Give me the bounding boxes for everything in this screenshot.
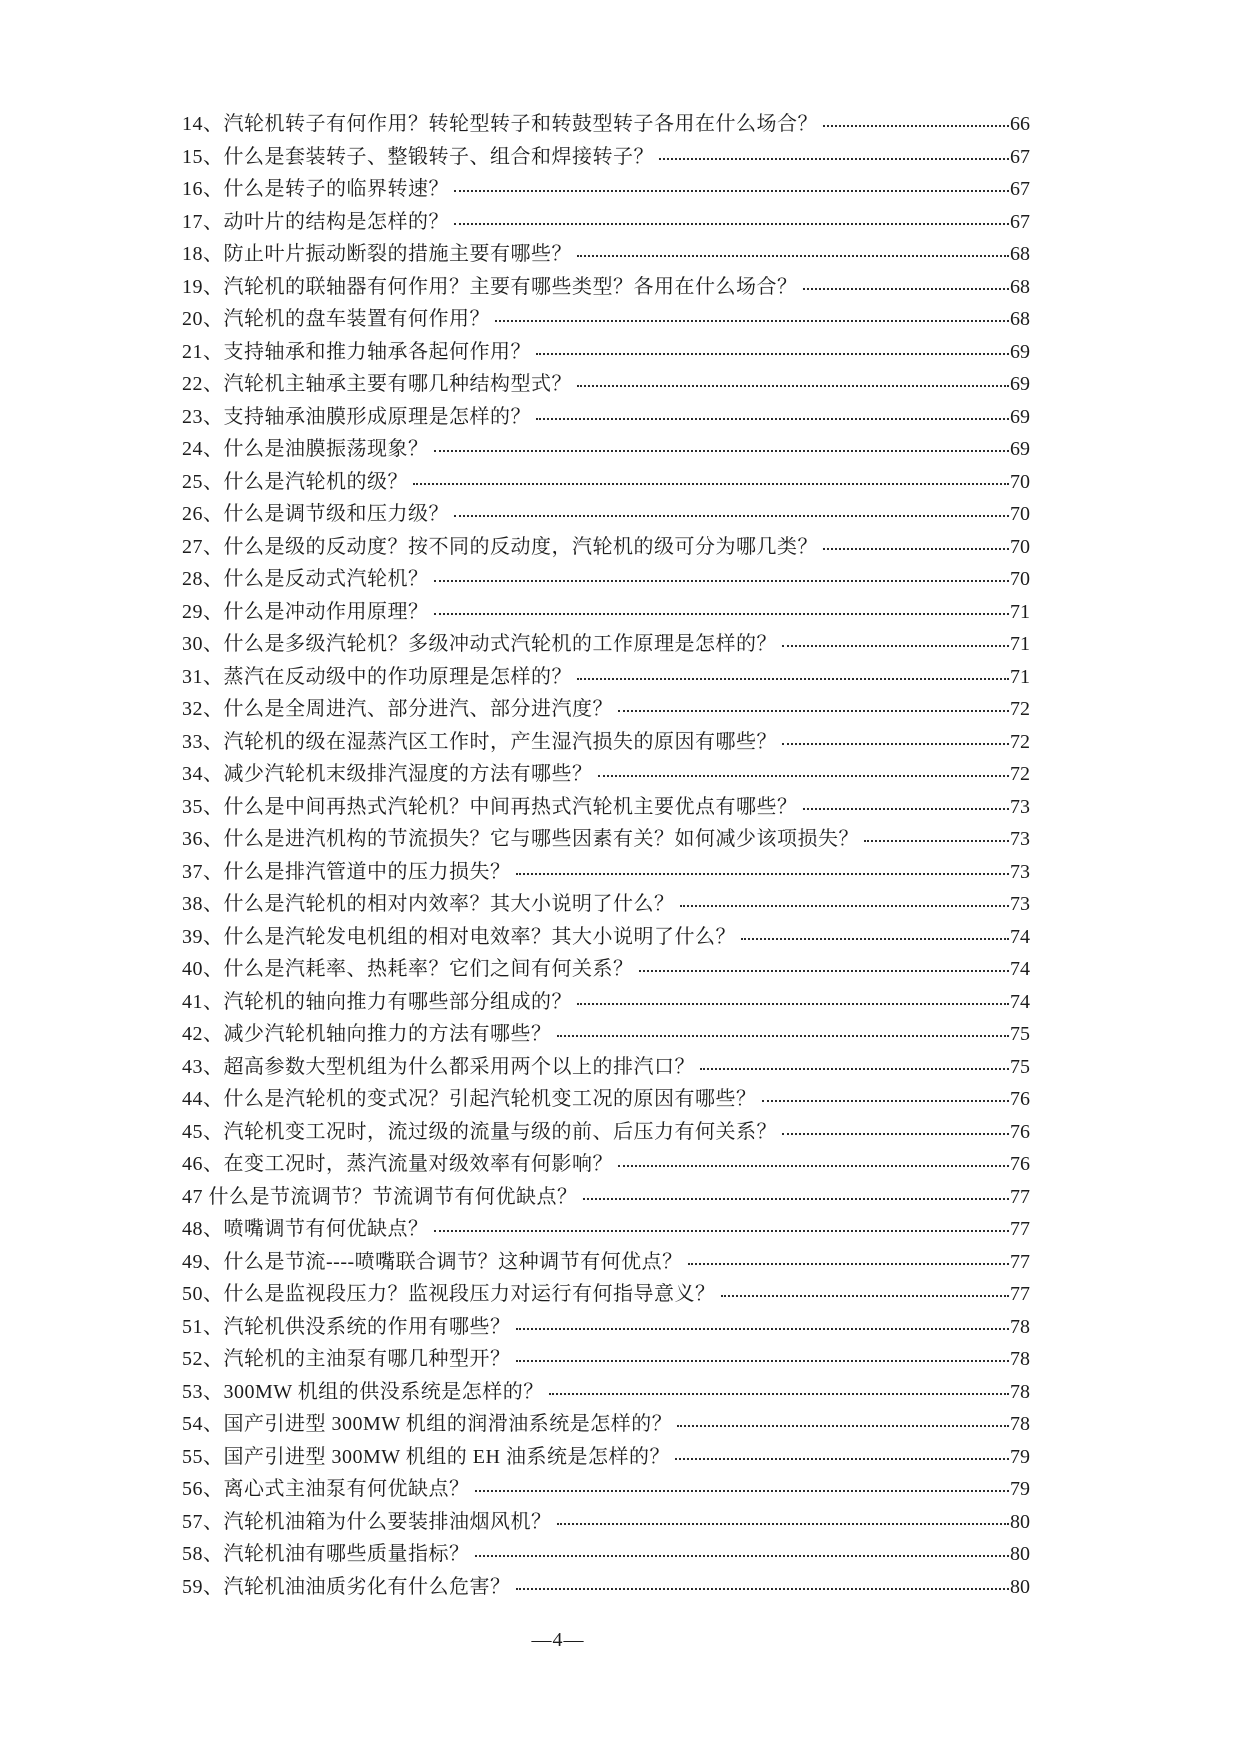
toc-entry-page: 77	[1010, 1185, 1030, 1208]
dotted-leader	[777, 728, 1010, 748]
toc-entry-page: 69	[1010, 405, 1030, 428]
dotted-leader	[578, 1183, 1011, 1203]
toc-entry-label: 36、什么是进汽机构的节流损失？它与哪些因素有关？如何减少该项损失？	[182, 828, 859, 850]
dotted-leader	[552, 1020, 1011, 1040]
toc-entry[interactable]	[182, 1116, 1030, 1149]
toc-entry[interactable]	[182, 791, 1030, 824]
toc-entry-page: 69	[1010, 373, 1030, 395]
toc-entry-page: 68	[1010, 275, 1030, 298]
toc-entry-label: 14、汽轮机转子有何作用？转轮型转子和转鼓型转子各用在什么场合？	[182, 113, 818, 135]
toc-entry[interactable]	[182, 1213, 1030, 1246]
toc-entry-page: 74	[1010, 925, 1030, 948]
dotted-leader	[675, 890, 1011, 910]
toc-entry-label: 56、离心式主油泵有何优缺点？	[182, 1478, 470, 1500]
toc-entry-label: 44、什么是汽轮机的变式况？引起汽轮机变工况的原因有哪些？	[182, 1088, 757, 1110]
dotted-leader	[777, 630, 1010, 650]
toc-entry-label: 23、支持轴承油膜形成原理是怎样的？	[182, 405, 531, 428]
toc-entry-page: 77	[1010, 1283, 1030, 1305]
dotted-leader	[429, 435, 1011, 455]
toc-entry-page: 78	[1010, 1413, 1030, 1435]
toc-entry-page: 80	[1010, 1543, 1030, 1565]
toc-entry-page: 73	[1010, 795, 1030, 818]
toc-entry[interactable]	[182, 1018, 1030, 1051]
toc-entry-page: 79	[1010, 1445, 1030, 1468]
toc-entry[interactable]	[182, 1181, 1030, 1214]
dotted-leader	[634, 955, 1011, 975]
toc-entry[interactable]	[182, 238, 1030, 271]
dotted-leader	[531, 338, 1010, 358]
toc-entry[interactable]	[182, 986, 1030, 1019]
toc-entry-page: 80	[1010, 1510, 1030, 1533]
toc-entry[interactable]	[182, 206, 1030, 239]
toc-entry-label: 35、什么是中间再热式汽轮机？中间再热式汽轮机主要优点有哪些？	[182, 795, 798, 818]
toc-entry-page: 70	[1010, 535, 1030, 558]
dotted-leader	[429, 598, 1011, 618]
dotted-leader	[511, 1313, 1011, 1333]
toc-entry-label: 39、什么是汽轮发电机组的相对电效率？其大小说明了什么？	[182, 925, 736, 948]
dotted-leader	[511, 1573, 1011, 1593]
toc-entry[interactable]	[182, 726, 1030, 759]
toc-entry[interactable]	[182, 271, 1030, 304]
dotted-leader	[672, 1410, 1010, 1430]
dotted-leader	[757, 1085, 1011, 1105]
toc-entry[interactable]	[182, 758, 1030, 791]
dotted-leader	[429, 565, 1011, 585]
toc-entry-label: 38、什么是汽轮机的相对内效率？其大小说明了什么？	[182, 893, 675, 915]
page-number-footer: —4—	[531, 1629, 585, 1651]
dotted-leader	[531, 403, 1010, 423]
toc-entry[interactable]	[182, 953, 1030, 986]
dotted-leader	[429, 1215, 1011, 1235]
toc-entry[interactable]	[182, 433, 1030, 466]
toc-entry-page: 73	[1010, 860, 1030, 883]
toc-entry-label: 20、汽轮机的盘车装置有何作用？	[182, 308, 490, 330]
dotted-leader	[572, 663, 1010, 683]
dotted-leader	[449, 208, 1010, 228]
dotted-leader	[544, 1378, 1010, 1398]
dotted-leader	[777, 1118, 1010, 1138]
toc-entry[interactable]	[182, 401, 1030, 434]
toc-entry-label: 50、什么是监视段压力？监视段压力对运行有何指导意义？	[182, 1283, 716, 1305]
toc-entry[interactable]	[182, 1473, 1030, 1506]
toc-entry-label: 52、汽轮机的主油泵有哪几种型开？	[182, 1348, 511, 1370]
toc-entry[interactable]	[182, 823, 1030, 856]
toc-entry-label: 51、汽轮机供没系统的作用有哪些？	[182, 1315, 511, 1338]
toc-entry-page: 75	[1010, 1055, 1030, 1078]
dotted-leader	[408, 468, 1010, 488]
toc-entry-page: 75	[1010, 1023, 1030, 1045]
toc-entry-label: 41、汽轮机的轴向推力有哪些部分组成的？	[182, 990, 572, 1013]
toc-entry-page: 78	[1010, 1315, 1030, 1338]
toc-entry-label: 47 什么是节流调节？节流调节有何优缺点？	[182, 1185, 578, 1208]
toc-entry[interactable]	[182, 1538, 1030, 1571]
toc-entry-page: 73	[1010, 893, 1030, 915]
toc-entry-label: 26、什么是调节级和压力级？	[182, 503, 449, 525]
toc-entry[interactable]	[182, 856, 1030, 889]
toc-entry[interactable]	[182, 596, 1030, 629]
toc-entry[interactable]	[182, 1343, 1030, 1376]
toc-entry-label: 27、什么是级的反动度？按不同的反动度，汽轮机的级可分为哪几类？	[182, 535, 818, 558]
toc-entry-page: 77	[1010, 1218, 1030, 1240]
dotted-leader	[716, 1280, 1011, 1300]
toc-entry-label: 53、300MW 机组的供没系统是怎样的？	[182, 1380, 544, 1403]
dotted-leader	[695, 1053, 1010, 1073]
toc-entry[interactable]	[182, 1571, 1030, 1604]
toc-entry-page: 69	[1010, 438, 1030, 460]
toc-entry[interactable]	[182, 1311, 1030, 1344]
toc-entry[interactable]	[182, 888, 1030, 921]
toc-entry-label: 55、国产引进型 300MW 机组的 EH 油系统是怎样的？	[182, 1445, 670, 1468]
toc-entry[interactable]	[182, 1441, 1030, 1474]
toc-entry-page: 69	[1010, 340, 1030, 363]
toc-entry-page: 76	[1010, 1120, 1030, 1143]
toc-entry-page: 76	[1010, 1153, 1030, 1175]
toc-entry-label: 28、什么是反动式汽轮机？	[182, 568, 429, 590]
toc-entry[interactable]	[182, 921, 1030, 954]
toc-entry-page: 73	[1010, 828, 1030, 850]
toc-entry[interactable]	[182, 303, 1030, 336]
toc-entry[interactable]	[182, 498, 1030, 531]
dotted-leader	[613, 695, 1010, 715]
toc-entry-label: 15、什么是套装转子、整锻转子、组合和焊接转子？	[182, 145, 654, 168]
toc-entry[interactable]	[182, 1148, 1030, 1181]
dotted-leader	[511, 1345, 1011, 1365]
toc-entry-label: 32、什么是全周进汽、部分进汽、部分进汽度？	[182, 698, 613, 720]
toc-entry[interactable]	[182, 108, 1030, 141]
dotted-leader	[859, 825, 1010, 845]
toc-entry-page: 71	[1010, 633, 1030, 655]
toc-entry-page: 77	[1010, 1250, 1030, 1273]
dotted-leader	[593, 760, 1011, 780]
dotted-leader	[798, 793, 1011, 813]
dotted-leader	[552, 1508, 1011, 1528]
dotted-leader	[511, 858, 1011, 878]
dotted-leader	[798, 273, 1011, 293]
dotted-leader	[818, 533, 1010, 553]
toc-entry[interactable]	[182, 1051, 1030, 1084]
toc-entry-page: 78	[1010, 1380, 1030, 1403]
dotted-leader	[490, 305, 1010, 325]
toc-entry[interactable]	[182, 466, 1030, 499]
dotted-leader	[572, 988, 1010, 1008]
toc-entry[interactable]	[182, 531, 1030, 564]
toc-entry-page: 70	[1010, 568, 1030, 590]
toc-entry-label: 58、汽轮机油有哪些质量指标？	[182, 1543, 470, 1565]
toc-entry-page: 72	[1010, 763, 1030, 785]
toc-entry-page: 71	[1010, 665, 1030, 688]
toc-list	[182, 108, 1030, 1603]
toc-entry-page: 79	[1010, 1478, 1030, 1500]
dotted-leader	[470, 1540, 1011, 1560]
toc-entry[interactable]	[182, 628, 1030, 661]
toc-entry[interactable]	[182, 336, 1030, 369]
toc-entry[interactable]	[182, 1246, 1030, 1279]
toc-entry-label: 19、汽轮机的联轴器有何作用？主要有哪些类型？各用在什么场合？	[182, 275, 798, 298]
toc-entry-label: 22、汽轮机主轴承主要有哪几种结构型式？	[182, 373, 572, 395]
dotted-leader	[683, 1248, 1010, 1268]
toc-entry-page: 70	[1010, 470, 1030, 493]
toc-entry-label: 42、减少汽轮机轴向推力的方法有哪些？	[182, 1023, 552, 1045]
toc-entry-page: 67	[1010, 210, 1030, 233]
toc-entry-page: 76	[1010, 1088, 1030, 1110]
toc-entry-page: 68	[1010, 243, 1030, 265]
toc-entry[interactable]	[182, 1278, 1030, 1311]
toc-entry-page: 68	[1010, 308, 1030, 330]
toc-entry[interactable]	[182, 173, 1030, 206]
toc-entry-page: 72	[1010, 730, 1030, 753]
dotted-leader	[613, 1150, 1010, 1170]
toc-entry-label: 29、什么是冲动作用原理？	[182, 600, 429, 623]
toc-entry-page: 67	[1010, 145, 1030, 168]
toc-entry[interactable]	[182, 1083, 1030, 1116]
dotted-leader	[449, 500, 1010, 520]
toc-entry-label: 33、汽轮机的级在湿蒸汽区工作时，产生湿汽损失的原因有哪些？	[182, 730, 777, 753]
toc-entry-label: 57、汽轮机油箱为什么要装排油烟风机？	[182, 1510, 552, 1533]
toc-entry-label: 40、什么是汽耗率、热耗率？它们之间有何关系？	[182, 958, 634, 980]
dotted-leader	[470, 1475, 1011, 1495]
toc-entry-page: 78	[1010, 1348, 1030, 1370]
toc-entry[interactable]	[182, 1506, 1030, 1539]
toc-entry[interactable]	[182, 1408, 1030, 1441]
toc-entry-label: 37、什么是排汽管道中的压力损失？	[182, 860, 511, 883]
toc-entry-label: 18、防止叶片振动断裂的措施主要有哪些？	[182, 243, 572, 265]
dotted-leader	[572, 240, 1010, 260]
toc-entry-label: 24、什么是油膜振荡现象？	[182, 438, 429, 460]
toc-entry-page: 66	[1010, 113, 1030, 135]
toc-entry-label: 34、减少汽轮机末级排汽湿度的方法有哪些？	[182, 763, 593, 785]
toc-entry-page: 72	[1010, 698, 1030, 720]
toc-entry-label: 54、国产引进型 300MW 机组的润滑油系统是怎样的？	[182, 1413, 673, 1435]
toc-entry-label: 31、蒸汽在反动级中的作功原理是怎样的？	[182, 665, 572, 688]
toc-entry-page: 70	[1010, 503, 1030, 525]
toc-entry-label: 48、喷嘴调节有何优缺点？	[182, 1218, 429, 1240]
toc-entry-page: 67	[1010, 178, 1030, 200]
dotted-leader	[654, 143, 1010, 163]
toc-entry-label: 30、什么是多级汽轮机？多级冲动式汽轮机的工作原理是怎样的？	[182, 633, 777, 655]
toc-entry-page: 71	[1010, 600, 1030, 623]
toc-entry-label: 45、汽轮机变工况时，流过级的流量与级的前、后压力有何关系？	[182, 1120, 777, 1143]
toc-entry[interactable]	[182, 1376, 1030, 1409]
toc-entry[interactable]	[182, 563, 1030, 596]
dotted-leader	[818, 110, 1010, 130]
toc-entry-label: 59、汽轮机油油质劣化有什么危害？	[182, 1575, 511, 1598]
dotted-leader	[572, 370, 1010, 390]
toc-entry-label: 49、什么是节流----喷嘴联合调节？这种调节有何优点？	[182, 1250, 683, 1273]
dotted-leader	[670, 1443, 1010, 1463]
toc-entry-page: 74	[1010, 990, 1030, 1013]
toc-entry[interactable]	[182, 141, 1030, 174]
toc-entry-label: 17、动叶片的结构是怎样的？	[182, 210, 449, 233]
toc-entry[interactable]	[182, 368, 1030, 401]
toc-entry-label: 46、在变工况时，蒸汽流量对级效率有何影响？	[182, 1153, 613, 1175]
toc-entry-page: 80	[1010, 1575, 1030, 1598]
toc-entry-page: 74	[1010, 958, 1030, 980]
dotted-leader	[449, 175, 1010, 195]
toc-entry-label: 25、什么是汽轮机的级？	[182, 470, 408, 493]
toc-entry-label: 43、超高参数大型机组为什么都采用两个以上的排汽口？	[182, 1055, 695, 1078]
dotted-leader	[736, 923, 1010, 943]
toc-entry[interactable]	[182, 661, 1030, 694]
toc-entry-label: 16、什么是转子的临界转速？	[182, 178, 449, 200]
toc-entry[interactable]	[182, 693, 1030, 726]
toc-entry-label: 21、支持轴承和推力轴承各起何作用？	[182, 340, 531, 363]
